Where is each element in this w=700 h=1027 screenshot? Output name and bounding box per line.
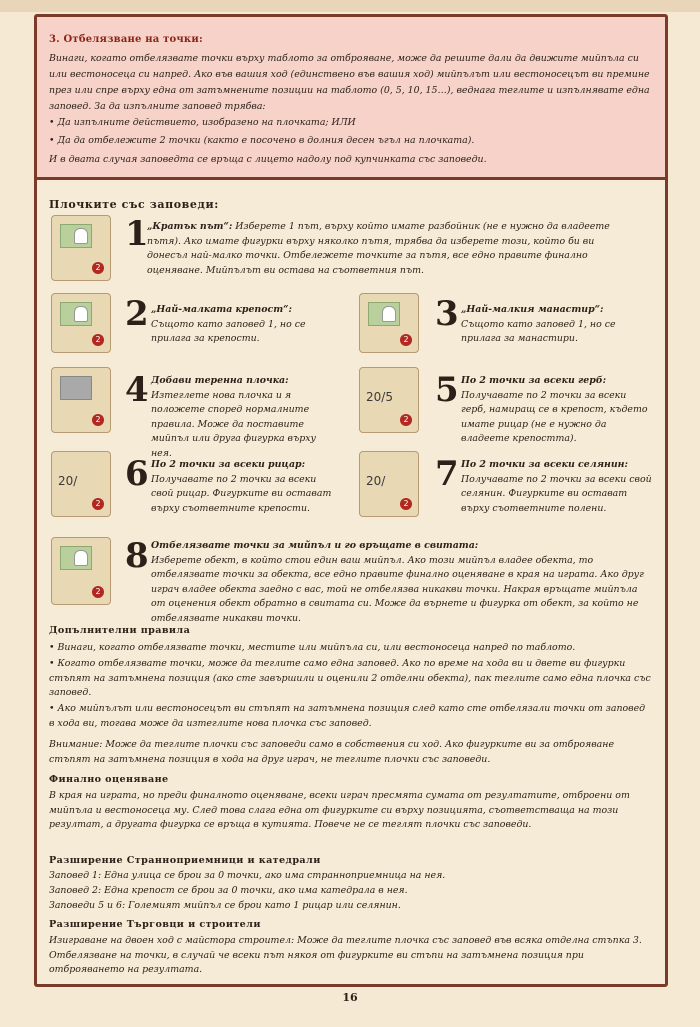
points-badge: 2 bbox=[400, 414, 412, 426]
order-tile-6 bbox=[51, 451, 111, 517]
order-7-text bbox=[461, 458, 653, 516]
points-badge: 2 bbox=[92, 334, 104, 346]
points-badge: 2 bbox=[400, 334, 412, 346]
order-4-body: Изтеглете нова плочка и я положете според нормалните правила. Може да поставите мийпъл или друга фигурка върху нея. bbox=[151, 389, 316, 459]
inns-heading: Разширение Странноприемници и катедрали bbox=[49, 855, 321, 866]
final-scoring-heading: Финално оценяване bbox=[49, 774, 169, 785]
tile-score-label: 20/ bbox=[366, 474, 386, 488]
order-number-5: 5 bbox=[435, 370, 459, 410]
order-7-body: Получавате по 2 точки за всеки свой селянин. Фигурките ви остават върху съответните полени. bbox=[461, 473, 652, 514]
scoring-heading: 3. Отбелязване на точки: bbox=[49, 34, 203, 45]
order-number-6: 6 bbox=[125, 454, 149, 494]
order-7-title: По 2 точки за всеки селянин: bbox=[461, 459, 628, 470]
order-2-body: Същото като заповед 1, но се прилага за крепости. bbox=[151, 318, 306, 344]
additional-rules-heading: Допълнителни правила bbox=[49, 625, 191, 636]
final-scoring-text: В края на играта, но преди финалното оценяване, всеки играч пресмята сумата от резултатите, отброени от мийпъла и вестоносеца му. След това слага една от фигурките си върху позицията, съответстваща на този резултат, а другата фигурка се връща в кутията. Повече не се теглят плочки със заповеди. bbox=[49, 790, 630, 830]
tile-score-label: 20/ bbox=[58, 474, 78, 488]
order-tile-3 bbox=[359, 293, 419, 353]
inns-line-2: Заповед 2: Една крепост се брои за 0 точки, ако има катедрала в нея. bbox=[49, 885, 408, 896]
scoring-bullet-2: • Да да отбележите 2 точки (както е посочено в долния десен ъгъл на плочката). bbox=[49, 135, 475, 146]
additional-bullet-1: • Винаги, когато отбелязвате точки, местите или мийпъла си, или вестоносеца напред по таблото. bbox=[49, 642, 576, 653]
tile-score-label: 20/5 bbox=[366, 390, 393, 404]
rules-frame bbox=[34, 14, 668, 987]
inns-line-1: Заповед 1: Една улица се брои за 0 точки, ако има странноприемница на нея. bbox=[49, 870, 446, 881]
scoring-paragraph: Винаги, когато отбелязвате точки върху таблото за отброяване, може да решите дали да движите мийпъла си или вестоносеца си напред. Ако във вашия ход (единствено във вашия ход) мийпълът или вестоносецът ви премине през или спре върху една от затъмнените позиции на таблото (0, 5, 10, 15…), веднага теглите и изпълнявате една заповед. За да изпълните заповед трябва: bbox=[49, 53, 650, 112]
order-tile-2 bbox=[51, 293, 111, 353]
traders-text: Изиграване на двоен ход с майстора строител: Може да теглите плочка със заповед във всяка отделна стъпка 3. Отбелязване на точки, в случай че всеки път някоя от фигурките ви стъпи на затъмнена позиция при отброяването на резултата. bbox=[49, 935, 642, 975]
order-tile-8 bbox=[51, 537, 111, 605]
additional-bullet-2: • Когато отбелязвате точки, може да теглите само една заповед. Ако по време на хода ви и двете ви фигурки стъпят на затъмнена позиция (ако сте завършили и оценили 2 отделни обекта), пак теглите само една плочка със заповед. bbox=[49, 658, 651, 698]
order-8-text bbox=[151, 539, 651, 626]
points-badge: 2 bbox=[92, 498, 104, 510]
order-8-title: Отбелязвате точки за мийпъл и го връщате в свитата: bbox=[151, 540, 479, 551]
order-5-title: По 2 точки за всеки герб: bbox=[461, 375, 607, 386]
order-6-body: Получавате по 2 точки за всеки свой рицар. Фигурките ви остават върху съответните крепости. bbox=[151, 473, 332, 514]
points-badge: 2 bbox=[400, 498, 412, 510]
points-badge: 2 bbox=[92, 262, 104, 274]
scoring-bullet-1: • Да изпълните действието, изобразено на плочката; ИЛИ bbox=[49, 117, 356, 128]
scoring-footer: И в двата случая заповедта се връща с лицето надолу под купчинката със заповеди. bbox=[49, 154, 487, 165]
meeple-icon bbox=[74, 306, 88, 322]
tile-terrain bbox=[60, 376, 92, 400]
order-4-title: Добави теренна плочка: bbox=[151, 375, 289, 386]
meeple-icon bbox=[382, 306, 396, 322]
order-1-text bbox=[147, 220, 637, 278]
order-number-2: 2 bbox=[125, 294, 149, 334]
order-5-body: Получавате по 2 точки за всеки герб, намиращ се в крепост, където имате рицар (не е нужно да владеете крепостта). bbox=[461, 389, 648, 444]
order-1-title: „Кратък път“: bbox=[147, 221, 233, 232]
order-tile-4 bbox=[51, 367, 111, 433]
order-1-body: Изберете 1 път, върху който имате разбойник (не е нужно да владеете пътя). Ако имате фигурки върху няколко пътя, трябва да изберете този, който би ви донесъл най-малко точки. Отбележете точките за пътя, все едно правите финално оценяване. Мийпълът ви остава на съответния път. bbox=[147, 221, 610, 276]
meeple-icon bbox=[74, 550, 88, 566]
order-2-title: „Най-малката крепост“: bbox=[151, 304, 292, 315]
order-3-body: Същото като заповед 1, но се прилага за манастири. bbox=[461, 318, 616, 344]
attention-note: Внимание: Може да теглите плочки със заповеди само в собствения си ход. Ако фигурките ви за отброяване стъпят на затъмнена позиция в хода на друг играч, не теглите плочки със заповеди. bbox=[49, 739, 614, 765]
inns-line-3: Заповеди 5 и 6: Големият мийпъл се брои като 1 рицар или селянин. bbox=[49, 900, 401, 911]
order-4-text bbox=[151, 374, 329, 461]
order-tile-1 bbox=[51, 215, 111, 281]
orders-heading: Плочките със заповеди: bbox=[49, 198, 219, 211]
traders-heading: Разширение Търговци и строители bbox=[49, 919, 261, 930]
order-8-body: Изберете обект, в който стои един ваш мийпъл. Ако този мийпъл владее обекта, то отбелязвате точки за обекта, все едно правите финално оценяване в края на играта. Ако друг играч владее обекта заедно с вас, той не отбелязва никакви точки. Накрая връщате мийпъла от оценения обект обратно в свитата си. Може да върнете и фигурка от обект, за който не отбелязвате никакви точки. bbox=[151, 554, 644, 624]
order-5-text bbox=[461, 374, 653, 447]
order-2-text bbox=[151, 303, 321, 347]
order-3-text bbox=[461, 303, 651, 347]
page-top-edge bbox=[0, 0, 700, 12]
order-number-1: 1 bbox=[125, 214, 149, 254]
order-number-7: 7 bbox=[435, 454, 459, 494]
meeple-icon bbox=[74, 228, 88, 244]
order-number-8: 8 bbox=[125, 536, 149, 576]
order-6-title: По 2 точки за всеки рицар: bbox=[151, 459, 306, 470]
page-number: 16 bbox=[342, 991, 358, 1004]
scoring-box bbox=[37, 17, 665, 180]
points-badge: 2 bbox=[92, 414, 104, 426]
order-tile-7 bbox=[359, 451, 419, 517]
additional-bullet-3: • Ако мийпълът или вестоносецът ви стъпят на затъмнена позиция след като сте отбелязали точки от заповед в хода ви, тогава може да изтеглите нова плочка със заповед. bbox=[49, 703, 646, 729]
points-badge: 2 bbox=[92, 586, 104, 598]
order-number-3: 3 bbox=[435, 294, 459, 334]
order-number-4: 4 bbox=[125, 370, 149, 410]
order-6-text bbox=[151, 458, 333, 516]
order-3-title: „Най-малкия манастир“: bbox=[461, 304, 604, 315]
order-tile-5 bbox=[359, 367, 419, 433]
